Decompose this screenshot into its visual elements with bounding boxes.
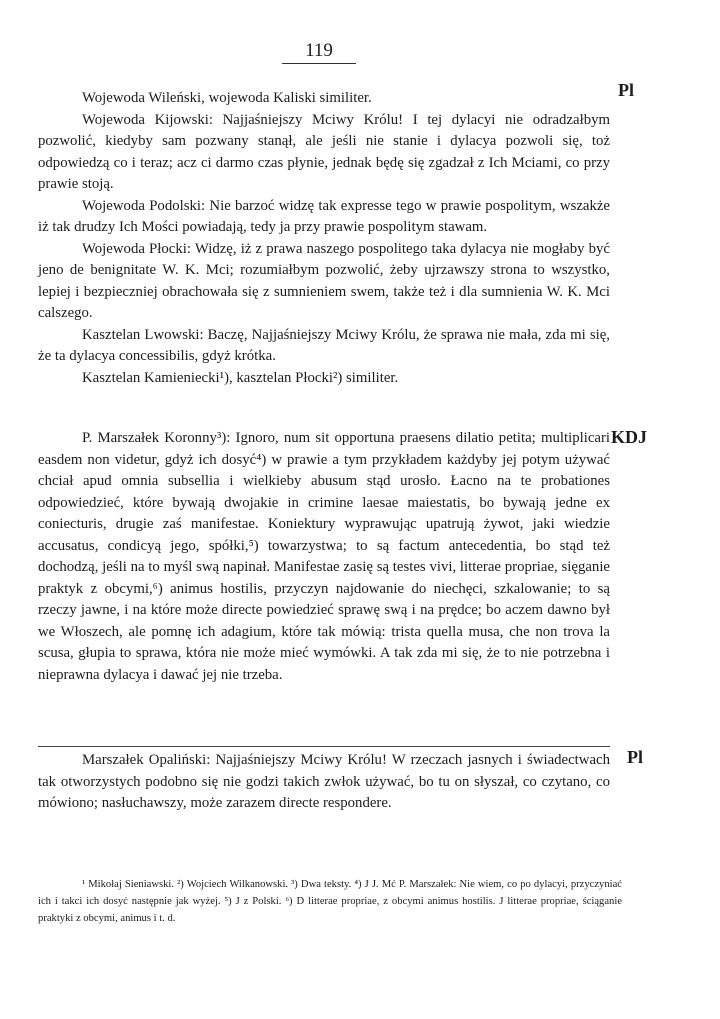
paragraph: Wojewoda Płocki: Widzę, iż z prawa naszego pospolitego taka dylacya nie mogłaby być jeno de benignitate W. K. Mci; rozumiałbym pozwolić, żeby ujrzawszy strona to wszystko, lepiej i bezpieczniej obrachowała się z sumnieniem swem, także też i dla sumnienia W. K. Mci calszego. [38, 240, 610, 321]
speeches-block-2 [38, 428, 610, 686]
paragraph: Wojewoda Kijowski: Najjaśniejszy Mciwy Królu! I tej dylacyi nie odradzałbym pozwolić, kiedyby sam pozwany stanął, ale jeśli nie stanie i dylacya pozwoli się, toż odpowiedzą co i teraz; acz ci darmo czas płynie, jednak będę się zgadzał z Ich Mciami, co przy prawie stoją. [38, 111, 610, 192]
paragraph: Wojewoda Podolski: Nie barzoć widzę tak expresse tego w prawie pospolitym, wszakże iż tak drudzy Ich Mości powiadają, tedy ja przy prawie pospolitym stawam. [38, 197, 610, 235]
paragraph: Wojewoda Wileński, wojewoda Kaliski similiter. [82, 90, 372, 106]
paragraph: P. Marszałek Koronny³): Ignoro, num sit opportuna praesens dilatio petita; multiplicari easdem non videtur, gdyż ich dosyć⁴) w prawie a tym przykładem każdyby jej potym używać chciał apud omnia subsellia i wielkieby abusum stąd urosło. Łacno na te probationes odpowiedzieć, które bywają dwojakie in crimine laesae maiestatis, bo bywają jedne ex coniecturis, drugie zaś manifestae. Koniektury wyprawując upatrują żywot, jaki wiedzie accusatus, condicyą jego, spółki,⁵) towarzystwa; to są factum antecedentia, bo stąd też dochodzą, jeśli na to myśl swą napinał. Manifestae zasię są testes vivi, litterae propriae, sięganie praktyk z obcymi,⁶) animus hostilis, przyczyn najdowanie do niechęci, szkalowanie; to są rzeczy jawne, i na które może directe powiedzieć sprawę swą i na prędce; bo aczem dawno był we Włoszech, ale pomnę ich adagium, które tak mówią: trista quella musa, che non trova la scusa, głupia to sprawa, która nie może mieć wymówki. A tak zda mi się, że to nie potrzebna i nieprawna dylacya i dawać jej nie trzeba. [38, 430, 610, 683]
footnote-text: ¹ Mikołaj Sieniawski. ²) Wojciech Wilkanowski. ³) Dwa teksty. ⁴) J J. Mć P. Marszałek: Nie wiem, co po dylacyi, przyczyniać ich i takci ich dosyć następnie jak wyżej. ⁵) J z Polski. ⁶) D litterae propriae, z obcymi animus hostilis. J litterae propriae, ściąganie praktyki z obcymi, animus i t. d. [38, 879, 622, 924]
speeches-block-3 [38, 750, 610, 815]
section-divider [38, 746, 610, 747]
paragraph: Kasztelan Lwowski: Baczę, Najjaśniejszy Mciwy Królu, że sprawa nie mała, zda mi się, że ta dylacya concessibilis, gdyż krótka. [38, 326, 610, 364]
paragraph: Marszałek Opaliński: Najjaśniejszy Mciwy Królu! W rzeczach jasnych i świadectwach tak otworzystych podobno się nie godzi takich zwłok używać, bo tu on słyszał, co czytano, co mówiono; nasłuchawszy, może zarazem directe respondere. [38, 752, 610, 811]
margin-tag: Pl [627, 747, 643, 767]
footnotes [38, 876, 622, 927]
page-number: 119 [282, 40, 356, 64]
margin-tag: KDJ [611, 427, 647, 447]
speeches-block-1 [38, 88, 610, 389]
margin-tag: Pl [618, 80, 634, 100]
paragraph: Kasztelan Kamieniecki¹), kasztelan Płocki²) similiter. [82, 369, 399, 386]
